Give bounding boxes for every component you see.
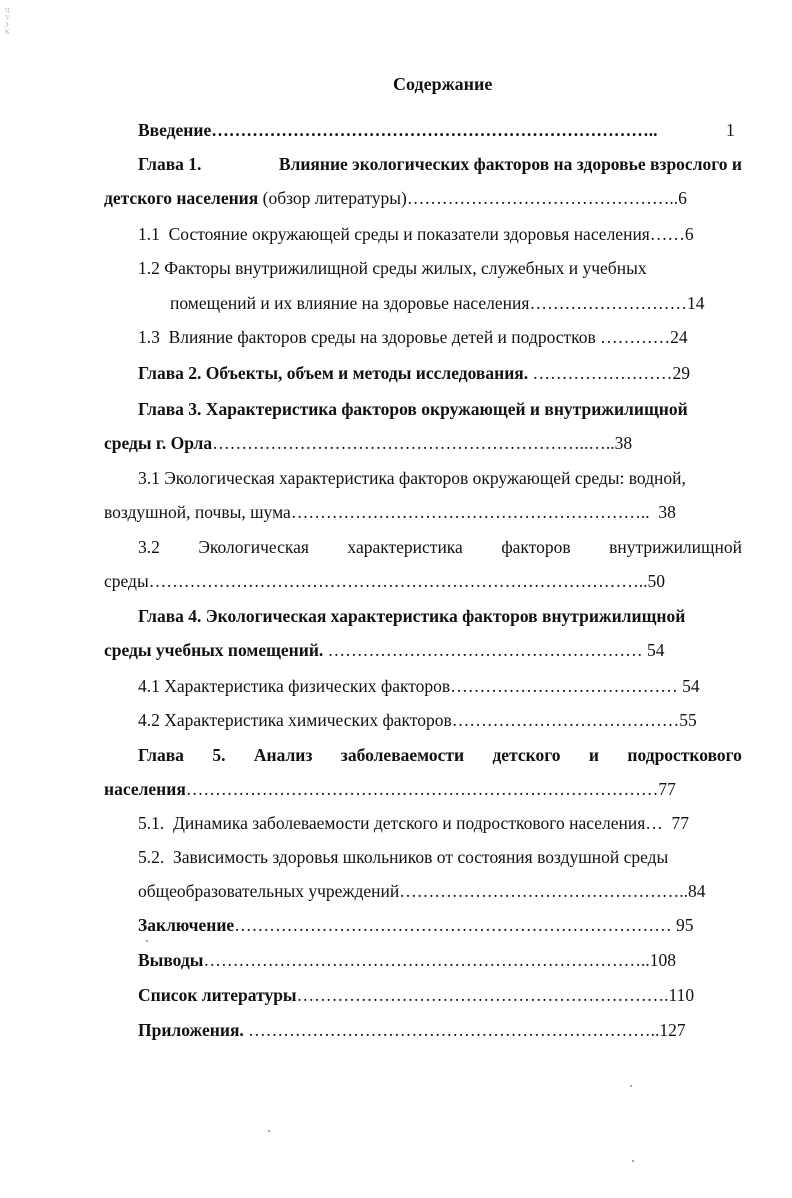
- scan-margin-mark: Ч У З К: [5, 7, 10, 36]
- toc-chapter-3-cont: среды г. Орла………………………………………………………..…..38: [104, 433, 633, 453]
- scan-speck: [268, 1130, 270, 1132]
- toc-section-5-1: 5.1. Динамика заболеваемости детского и подросткового населения… 77: [138, 813, 690, 833]
- toc-section-5-2: 5.2. Зависимость здоровья школьников от состояния воздушной среды: [138, 847, 669, 867]
- toc-section-5-2-cont: общеобразовательных учреждений…………………………………………..84: [138, 881, 706, 901]
- toc-section-1-2-cont: помещений и их влияние на здоровье населения………………………14: [170, 293, 705, 313]
- toc-page-number: 127: [659, 1020, 686, 1040]
- toc-section-3-1: 3.1 Экологическая характеристика факторов окружающей среды: водной,: [138, 468, 686, 488]
- scan-speck: [632, 1160, 634, 1162]
- toc-page-number: 84: [688, 881, 706, 901]
- toc-section-4-1: 4.1 Характеристика физических факторов………………………………… 54: [138, 676, 700, 696]
- toc-page-number: 24: [670, 327, 688, 347]
- toc-chapter-1-cont: детского населения (обзор литературы)………………………………………..6: [104, 188, 687, 208]
- toc-conclusion: Заключение………………………………………………………………… 95: [138, 915, 694, 935]
- toc-chapter-2: Глава 2. Объекты, объем и методы исследования. ……………………29: [138, 363, 690, 383]
- toc-page-number: 54: [647, 640, 665, 660]
- toc-intro: Введение…………………………………………………………………..: [138, 120, 658, 140]
- toc-page-number: 95: [676, 915, 694, 935]
- toc-page-number: 38: [614, 433, 633, 453]
- toc-page-number: 14: [686, 293, 705, 313]
- toc-section-1-2: 1.2 Факторы внутрижилищной среды жилых, служебных и учебных: [138, 258, 647, 278]
- toc-page-number: 77: [671, 813, 690, 833]
- toc-chapter-4: Глава 4. Экологическая характеристика факторов внутрижилищной: [138, 606, 686, 626]
- toc-page-number: 6: [684, 224, 694, 244]
- toc-section-3-2-cont: среды…………………………………………………………………………..50: [104, 571, 665, 591]
- toc-page-number: 1: [726, 120, 735, 140]
- toc-section-1-1: 1.1 Состояние окружающей среды и показатели здоровья населения……6: [138, 224, 694, 244]
- toc-section-4-2: 4.2 Характеристика химических факторов…………………………………55: [138, 710, 697, 730]
- toc-chapter-5: Глава 5. Анализ заболеваемости детского и подросткового: [138, 745, 742, 765]
- toc-references: Список литературы……………………………………………………….110: [138, 985, 695, 1005]
- toc-page-number: 6: [678, 188, 687, 208]
- toc-chapter-5-cont: населения………………………………………………………………………77: [104, 779, 676, 799]
- page-title: Содержание: [393, 74, 493, 94]
- scan-speck: [630, 1085, 632, 1087]
- toc-chapter-3: Глава 3. Характеристика факторов окружающей и внутрижилищной: [138, 399, 688, 419]
- toc-chapter-4-cont: среды учебных помещений. ……………………………………………… 54: [104, 640, 665, 660]
- toc-page-number: 77: [658, 779, 676, 799]
- scan-speck: [146, 940, 148, 942]
- toc-label: Влияние экологических факторов на здоровье взрослого и: [278, 154, 742, 174]
- toc-page-number: 108: [649, 950, 676, 970]
- toc-appendices: Приложения. ……………………………………………………………..127: [138, 1020, 686, 1040]
- toc-section-3-2: 3.2 Экологическая характеристика факторов внутрижилищной: [138, 537, 742, 557]
- toc-label: Введение: [138, 120, 212, 140]
- toc-section-3-1-cont: воздушной, почвы, шума…………………………………………………….. 38: [104, 502, 676, 522]
- toc-page-number: 50: [647, 571, 665, 591]
- toc-section-1-3: 1.3 Влияние факторов среды на здоровье детей и подростков …………24: [138, 327, 688, 347]
- toc-findings: Выводы…………………………………………………………………..108: [138, 950, 676, 970]
- toc-page-number: 29: [672, 363, 690, 383]
- toc-page-number: 55: [679, 710, 697, 730]
- toc-chapter-1: Глава 1. Влияние экологических факторов на здоровье взрослого и: [138, 154, 742, 174]
- toc-page-number: 110: [668, 985, 695, 1005]
- toc-page-number: 54: [682, 676, 700, 696]
- toc-page-number: 38: [658, 502, 676, 522]
